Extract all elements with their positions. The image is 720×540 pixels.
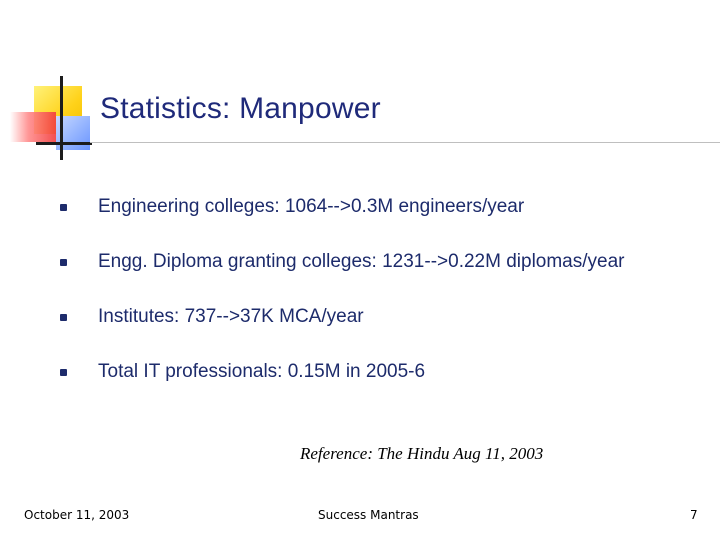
slide-title: Statistics: Manpower — [100, 92, 381, 125]
bullet-text: Engineering colleges: 1064-->0.3M engineers/year — [98, 196, 525, 217]
bullet-list — [58, 192, 708, 412]
bullet-item — [58, 247, 708, 277]
bullet-item — [58, 302, 708, 332]
footer-title: Success Mantras — [318, 508, 419, 522]
bullet-item — [58, 357, 708, 387]
footer-date: October 11, 2003 — [24, 508, 130, 522]
bullet-text: Institutes: 737-->37K MCA/year — [98, 306, 364, 327]
title-decoration-vertical-line — [60, 76, 63, 160]
square-bullet-icon — [60, 204, 67, 211]
title-decoration-horizontal-line — [36, 142, 92, 145]
reference-note: Reference: The Hindu Aug 11, 2003 — [300, 444, 544, 463]
title-decoration-red-bar — [10, 112, 56, 142]
bullet-text: Total IT professionals: 0.15M in 2005-6 — [98, 361, 426, 382]
footer-page-number: 7 — [690, 508, 698, 522]
square-bullet-icon — [60, 259, 67, 266]
square-bullet-icon — [60, 369, 67, 376]
title-underline-rule — [90, 142, 720, 143]
bullet-text: Engg. Diploma granting colleges: 1231-->0.22M diplomas/year — [98, 251, 625, 272]
square-bullet-icon — [60, 314, 67, 321]
bullet-item — [58, 192, 708, 222]
